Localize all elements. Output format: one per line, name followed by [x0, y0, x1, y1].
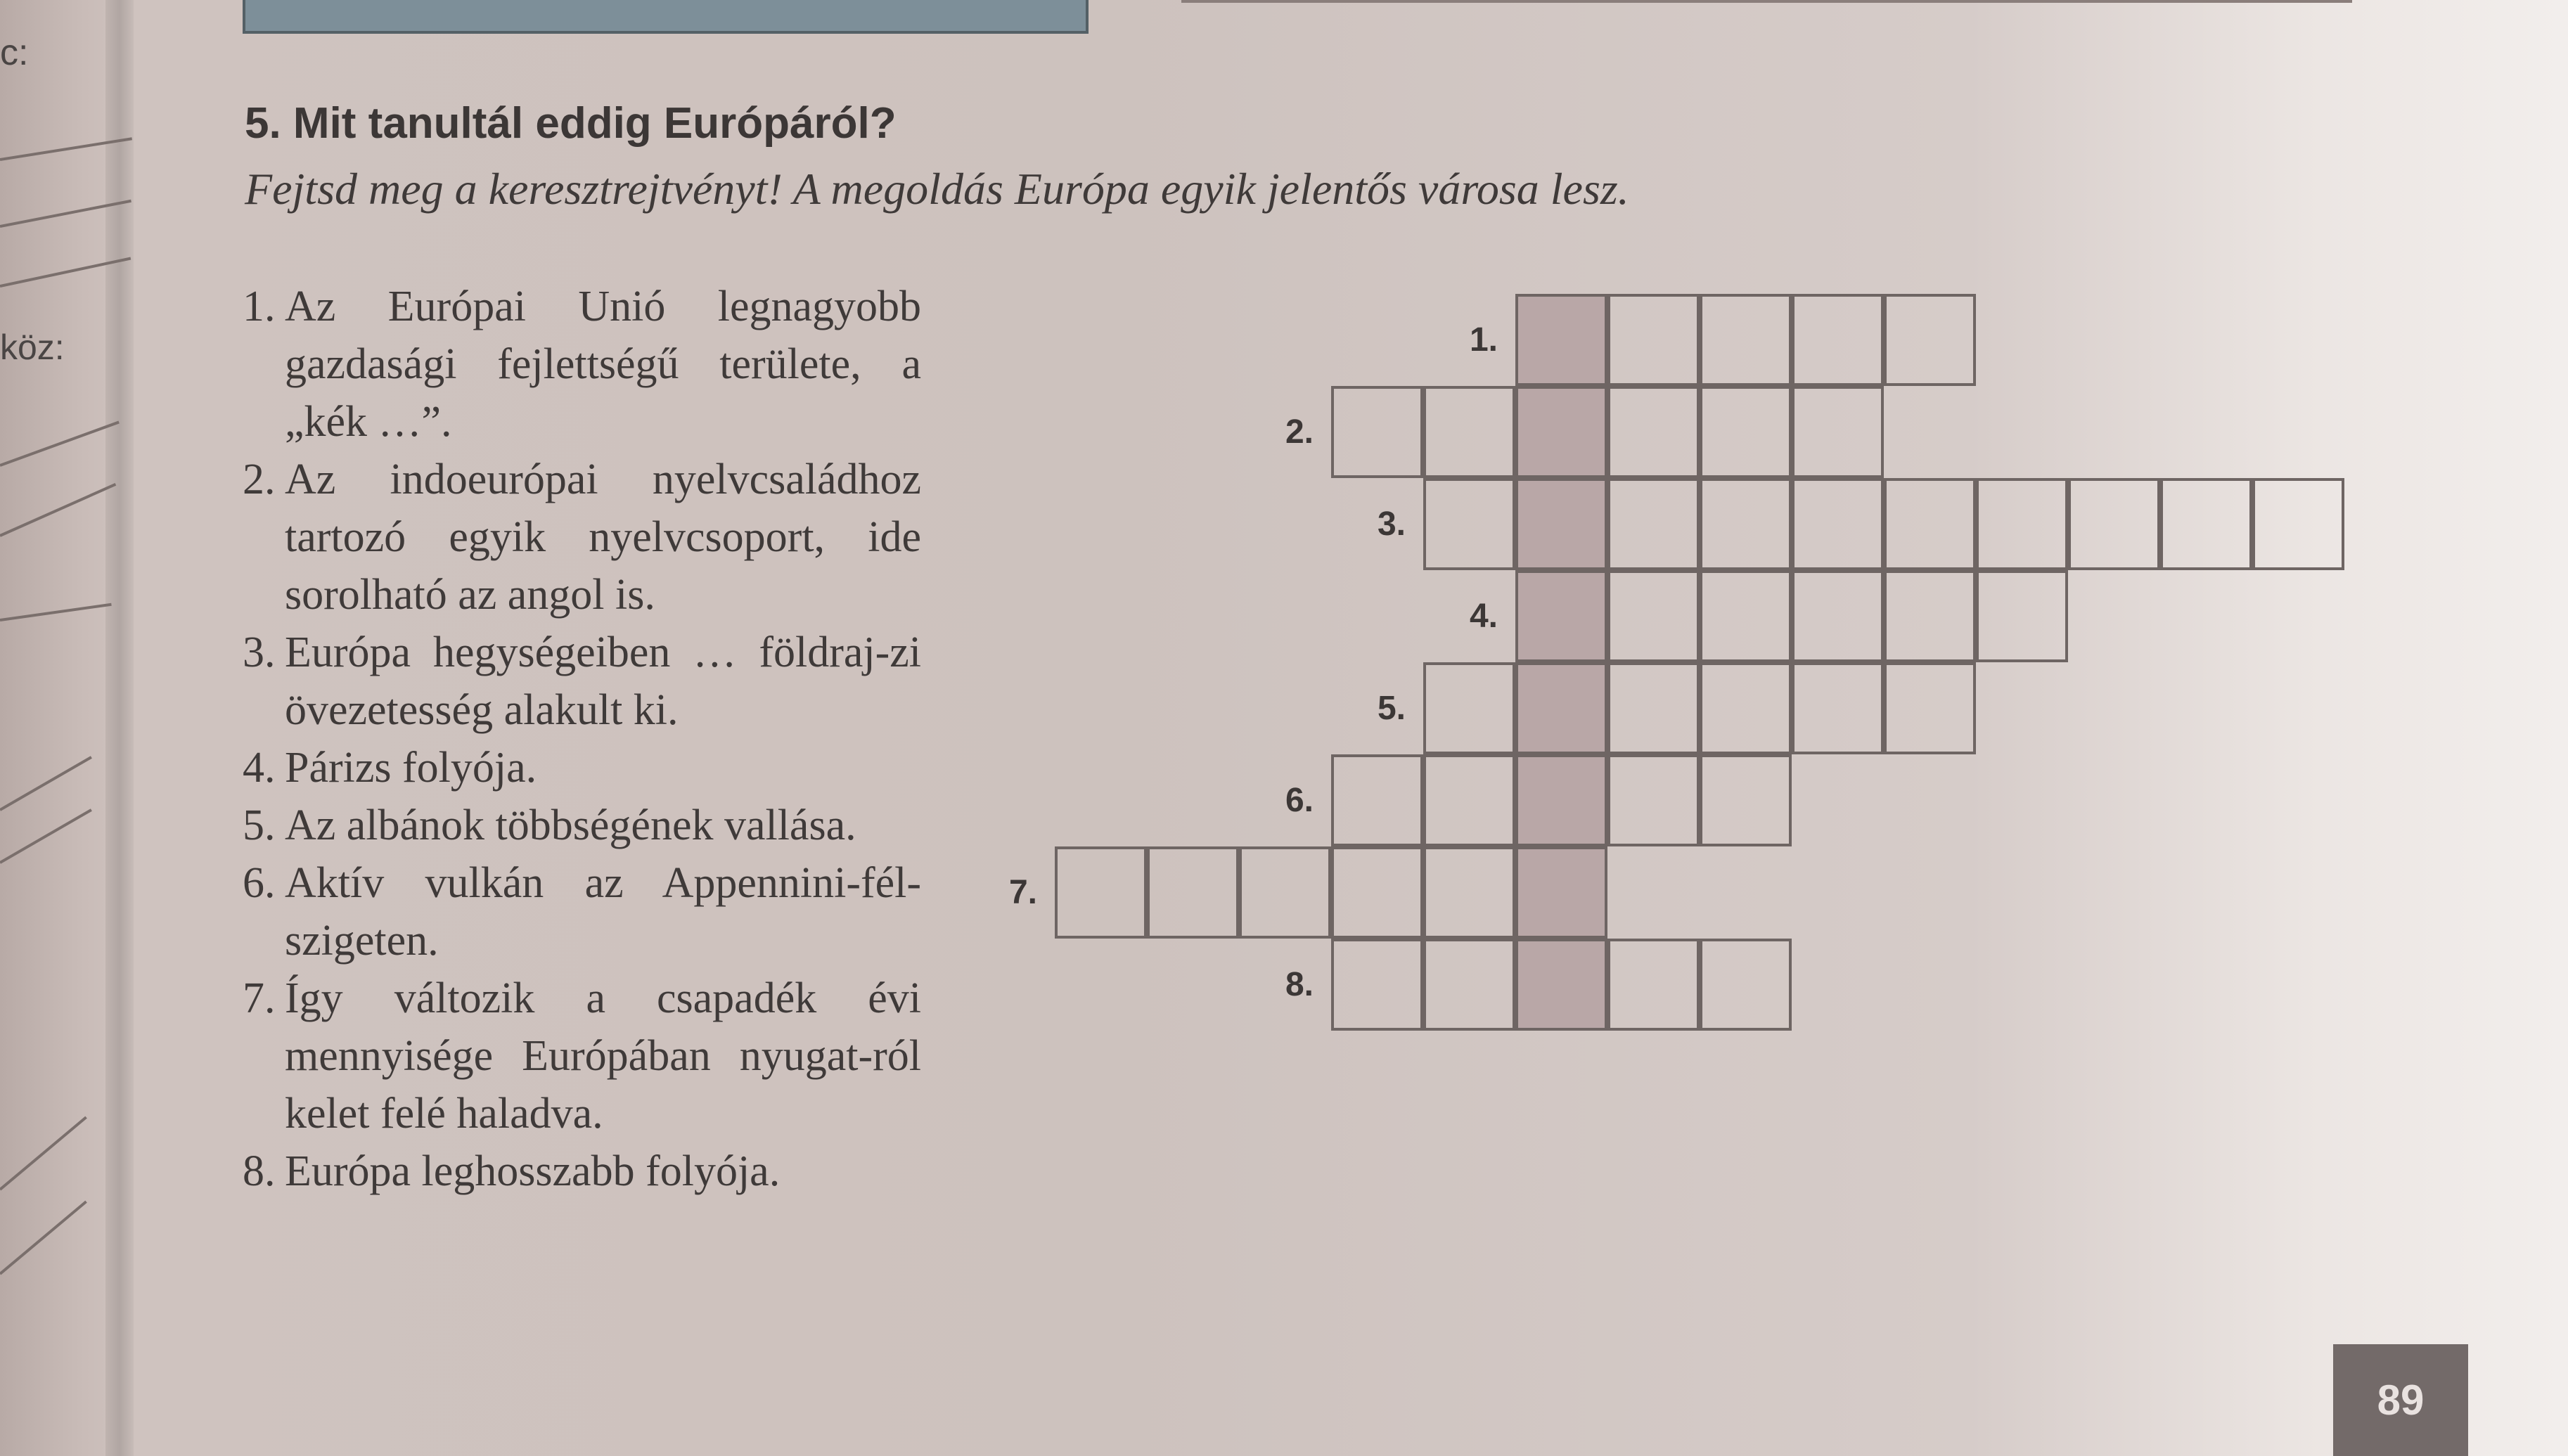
crossword-cell[interactable] — [1147, 846, 1239, 939]
crossword-cell[interactable] — [1423, 846, 1515, 939]
crossword-solution-cell[interactable] — [1515, 754, 1607, 846]
crossword-cell[interactable] — [1884, 294, 1976, 386]
clue-number: 5. — [243, 801, 276, 849]
crossword-row-number: 4. — [1469, 598, 1498, 635]
crossword-cell[interactable] — [1331, 939, 1423, 1031]
crossword-cell[interactable] — [1239, 846, 1331, 939]
crossword-cell[interactable] — [1700, 294, 1792, 386]
exercise-instruction: Fejtsd meg a keresztrejtvényt! A megoldás Európa egyik jelentős városa lesz. — [245, 164, 1629, 214]
crossword-cell[interactable] — [1976, 478, 2068, 570]
crossword-cell[interactable] — [1884, 662, 1976, 754]
exercise-title: 5. Mit tanultál eddig Európáról? — [245, 99, 897, 148]
crossword-cell[interactable] — [1607, 386, 1700, 478]
crossword-row-number: 1. — [1469, 321, 1498, 359]
crossword-solution-cell[interactable] — [1515, 478, 1607, 570]
crossword-cell[interactable] — [1423, 754, 1515, 846]
clue-text: Az albánok többségének vallása. — [285, 801, 856, 849]
crossword-cell[interactable] — [2068, 478, 2160, 570]
crossword-cell[interactable] — [1607, 570, 1700, 662]
clue-text: Aktív vulkán az Appennini-fél-szigeten. — [285, 859, 921, 965]
clue-text: Európa hegységeiben … földraj-zi övezetesség alakult ki. — [285, 629, 921, 734]
clue-text: Az indoeurópai nyelvcsaládhoz tartozó egyik nyelvcsoport, ide sorolható az angol is. — [285, 456, 921, 619]
crossword-cell[interactable] — [1792, 386, 1884, 478]
crossword-cell[interactable] — [1423, 662, 1515, 754]
crossword-cell[interactable] — [1792, 662, 1884, 754]
clue-number: 4. — [243, 744, 276, 792]
crossword-cell[interactable] — [1792, 570, 1884, 662]
crossword-cell[interactable] — [1976, 570, 2068, 662]
crossword-cell[interactable] — [1792, 294, 1884, 386]
crossword-cell[interactable] — [1423, 386, 1515, 478]
crossword-row-number: 2. — [1285, 413, 1314, 451]
crossword-row-number: 7. — [1008, 874, 1037, 911]
crossword-cell[interactable] — [1700, 754, 1792, 846]
clue-number: 6. — [243, 859, 276, 907]
crossword-solution-cell[interactable] — [1515, 294, 1607, 386]
crossword-row-number: 8. — [1285, 966, 1314, 1003]
crossword-cell[interactable] — [1331, 754, 1423, 846]
left-page-fragment-top: c: — [0, 32, 29, 73]
crossword-cell[interactable] — [1055, 846, 1147, 939]
crossword-solution-cell[interactable] — [1515, 386, 1607, 478]
crossword-cell[interactable] — [1700, 386, 1792, 478]
crossword-cell[interactable] — [1607, 662, 1700, 754]
crossword-solution-cell[interactable] — [1515, 662, 1607, 754]
crossword-cell[interactable] — [1423, 939, 1515, 1031]
crossword-cell[interactable] — [1607, 478, 1700, 570]
clue-text: Így változik a csapadék évi mennyisége Európában nyugat-ról kelet felé haladva. — [285, 974, 921, 1138]
crossword-solution-cell[interactable] — [1515, 846, 1607, 939]
clue-text: Az Európai Unió legnagyobb gazdasági fejlettségű területe, a „kék …”. — [285, 283, 921, 446]
page-number: 89 — [2333, 1344, 2468, 1456]
crossword-cell[interactable] — [1700, 939, 1792, 1031]
crossword-cell[interactable] — [1331, 386, 1423, 478]
crossword-cell[interactable] — [1607, 754, 1700, 846]
crossword-cell[interactable] — [1792, 478, 1884, 570]
crossword-row-number: 5. — [1377, 690, 1406, 727]
crossword-cell[interactable] — [1700, 570, 1792, 662]
left-page-fragment-mid: köz: — [0, 328, 65, 367]
crossword-cell[interactable] — [1607, 294, 1700, 386]
crossword-row-number: 3. — [1377, 505, 1406, 543]
crossword-cell[interactable] — [1700, 662, 1792, 754]
crossword-cell[interactable] — [1331, 846, 1423, 939]
clue-number: 7. — [243, 974, 276, 1022]
crossword-cell[interactable] — [1700, 478, 1792, 570]
clue-number: 8. — [243, 1147, 276, 1195]
crossword-solution-cell[interactable] — [1515, 570, 1607, 662]
crossword-cell[interactable] — [1884, 478, 1976, 570]
crossword-cell[interactable] — [2252, 478, 2344, 570]
clue-text: Párizs folyója. — [285, 744, 537, 792]
crossword-cell[interactable] — [2160, 478, 2252, 570]
crossword-solution-cell[interactable] — [1515, 939, 1607, 1031]
clue-number: 3. — [243, 629, 276, 676]
clue-number: 2. — [243, 456, 276, 503]
clue-text: Európa leghosszabb folyója. — [285, 1147, 781, 1195]
crossword-row-number: 6. — [1285, 782, 1314, 819]
crossword-cell[interactable] — [1423, 478, 1515, 570]
crossword-cell[interactable] — [1884, 570, 1976, 662]
clue-number: 1. — [243, 283, 276, 330]
crossword-cell[interactable] — [1607, 939, 1700, 1031]
